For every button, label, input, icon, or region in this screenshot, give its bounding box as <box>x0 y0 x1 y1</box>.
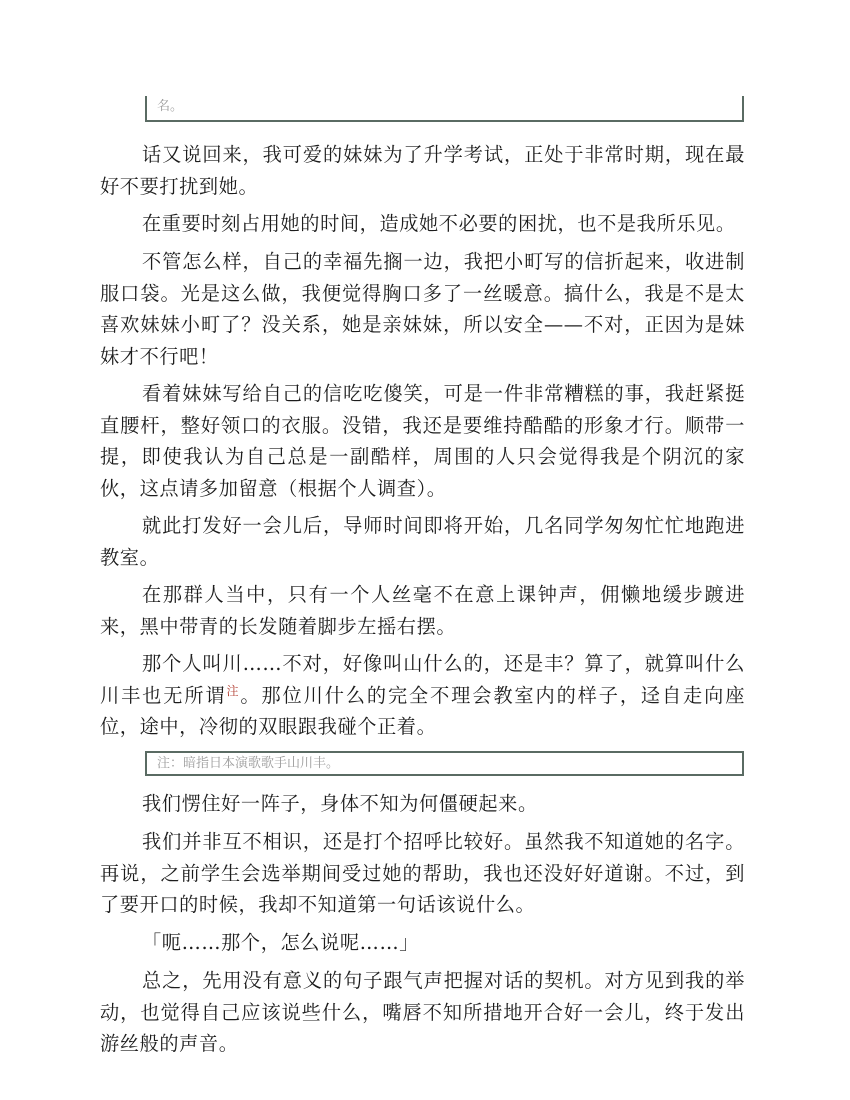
footnote-box <box>145 751 744 776</box>
paragraph: 总之，先用没有意义的句子跟气声把握对话的契机。对方见到我的举动，也觉得自己应该说些什么，嘴唇不知所措地开合好一会儿，终于发出游丝般的声音。 <box>100 969 745 1055</box>
footnote-box-top <box>145 96 744 122</box>
paragraph: 看着妹妹写给自己的信吃吃傻笑，可是一件非常糟糕的事，我赶紧挺直腰杆，整好领口的衣服。没错，我还是要维持酷酷的形象才行。顺带一提，即使我认为自己总是一副酷样，周围的人只会觉得我是个阴沉的家伙，这点请多加留意（根据个人调查）。 <box>100 382 745 500</box>
footnote-text: 注：暗指日本演歌歌手山川丰。 <box>157 756 340 771</box>
paragraph: 就此打发好一会儿后，导师时间即将开始，几名同学匆匆忙忙地跑进教室。 <box>100 514 745 569</box>
paragraph-with-footnote <box>100 648 745 743</box>
footnote-marker[interactable]: 注 <box>226 683 241 698</box>
paragraph: 「呃……那个，怎么说呢……」 <box>142 931 420 954</box>
paragraph: 在那群人当中，只有一个人丝毫不在意上课钟声，佣懒地缓步踱进来，黑中带青的长发随着脚步左摇右摆。 <box>100 583 745 638</box>
paragraph: 不管怎么样，自己的幸福先搁一边，我把小町写的信折起来，收进制服口袋。光是这么做，我便觉得胸口多了一丝暖意。搞什么，我是不是太喜欢妹妹小町了？没关系，她是亲妹妹，所以安全——不对，正因为是妹妹才不行吧！ <box>100 250 745 368</box>
footnote-text: 名。 <box>157 99 184 114</box>
paragraph: 在重要时刻占用她的时间，造成她不必要的困扰，也不是我所乐见。 <box>142 212 736 235</box>
paragraph-text: 。那位川什么的完全不理会教室内的样子，迳自走向座位，途中，冷彻的双眼跟我碰个正着。 <box>100 683 745 738</box>
paragraph: 我们愣住好一阵子，身体不知为何僵硬起来。 <box>142 792 538 815</box>
paragraph-text: 那个人叫川……不对，好像叫山什么的，还是丰？算了，就算叫什么川丰也无所谓 <box>100 652 745 707</box>
paragraph: 话又说回来，我可爱的妹妹为了升学考试，正处于非常时期，现在最好不要打扰到她。 <box>100 143 745 198</box>
paragraph: 我们并非互不相识，还是打个招呼比较好。虽然我不知道她的名字。再说，之前学生会选举期间受过她的帮助，我也还没好好道谢。不过，到了要开口的时候，我却不知道第一句话该说什么。 <box>100 830 745 916</box>
